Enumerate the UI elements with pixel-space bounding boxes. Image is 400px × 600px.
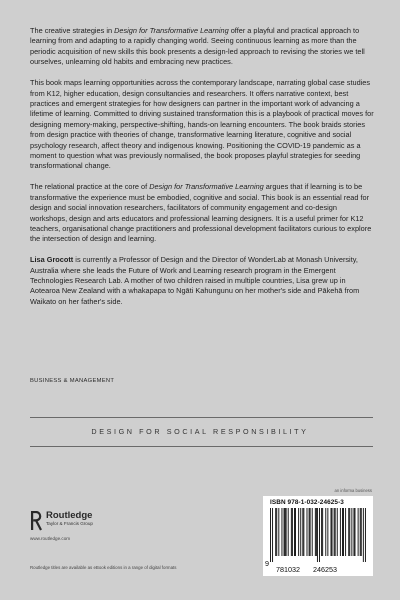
publisher-url: www.routledge.com [30, 536, 71, 541]
series-title: DESIGN FOR SOCIAL RESPONSIBILITY [91, 427, 309, 436]
author-bio-text: is currently a Professor of Design and the Director of WonderLab at Monash University, Australia where she leads the Future of Work and Learning research program in the Emergent Technologies Research Lab. A mother of two children raised in multiple countries, Lisa grew up in Aotearoa New Zealand with a whakapapa to Ngāti Kahungunu on her mother's side and Pākehā from Waikato on her father's side. [30, 255, 360, 306]
barcode-digit-first: 9 [265, 559, 269, 568]
blurb-paragraph-2: This book maps learning opportunities across the contemporary landscape, narrating global case studies from K12, higher education, design consultancies and researchers. It offers narrative context, best practices and emergent strategies for how designers can partner in the important work of advancing a lifetime of learning. Committed to driving sustained transformation this is a playbook of practical moves for designing memory-making, perspective-shifting, hands-on learning encounters. The book braids stories from design practice with theories of change, transformative learning literature, cognitive and social psychology research, affect theory and indigenous knowing. Positioning the COVID-19 pandemic as a moment to question what was previously normalised, the book proposes playful strategies for seeding transformational change. [30, 78, 374, 171]
divider-top [30, 417, 373, 418]
divider-bottom [30, 446, 373, 447]
blurb-paragraph-3 [30, 182, 375, 244]
routledge-logo-icon [30, 511, 42, 531]
author-name: Lisa Grocott [30, 255, 74, 265]
imprint-label: an informa business [334, 488, 372, 493]
publisher-name: Routledge [46, 510, 93, 521]
blurb-text-segment: offer a playful and practical approach to learning from and adapting to a rapidly changing world. Seeing continuous learning as more than the periodic acquisition of new skills this book presents a design-led approach to revising the stories we tell ourselves, unlearning old habits and embracing new practices. [30, 26, 365, 67]
blurb-paragraph-1 [30, 26, 375, 68]
barcode-digits-group-1: 781032 [276, 565, 300, 574]
subject-category: BUSINESS & MANAGEMENT [30, 378, 115, 384]
barcode-icon [270, 508, 366, 562]
publisher-logo-text [46, 511, 93, 527]
book-title-italic: Design for Transformative Learning [114, 26, 229, 35]
blurb-text [30, 26, 375, 319]
book-title-italic: Design for Transformative Learning [149, 182, 264, 192]
blurb-text-segment: The relational practice at the core of [30, 182, 150, 192]
barcode-digits-group-2: 246253 [313, 565, 337, 574]
ebook-footnote: Routledge titles are available as eBook editions in a range of digital formats [30, 565, 177, 570]
author-bio [30, 255, 375, 307]
blurb-text-segment: argues that if learning is to be transformative the experience must be embodied, cognitive and social. This book is an essential read for design and social innovation researchers, facilitators of community engagement and co-design workshops, design and arts educators and professional learning designers. It is a useful primer for K12 teachers, organisational change practitioners and professional development facilitators curious to explore the intersection of design and learning. [30, 182, 372, 244]
blurb-text-segment: The creative strategies in [30, 26, 115, 35]
publisher-group: Taylor & Francis Group [46, 521, 93, 526]
isbn-number: ISBN 978-1-032-24625-3 [270, 499, 344, 506]
publisher-logo [30, 511, 93, 531]
